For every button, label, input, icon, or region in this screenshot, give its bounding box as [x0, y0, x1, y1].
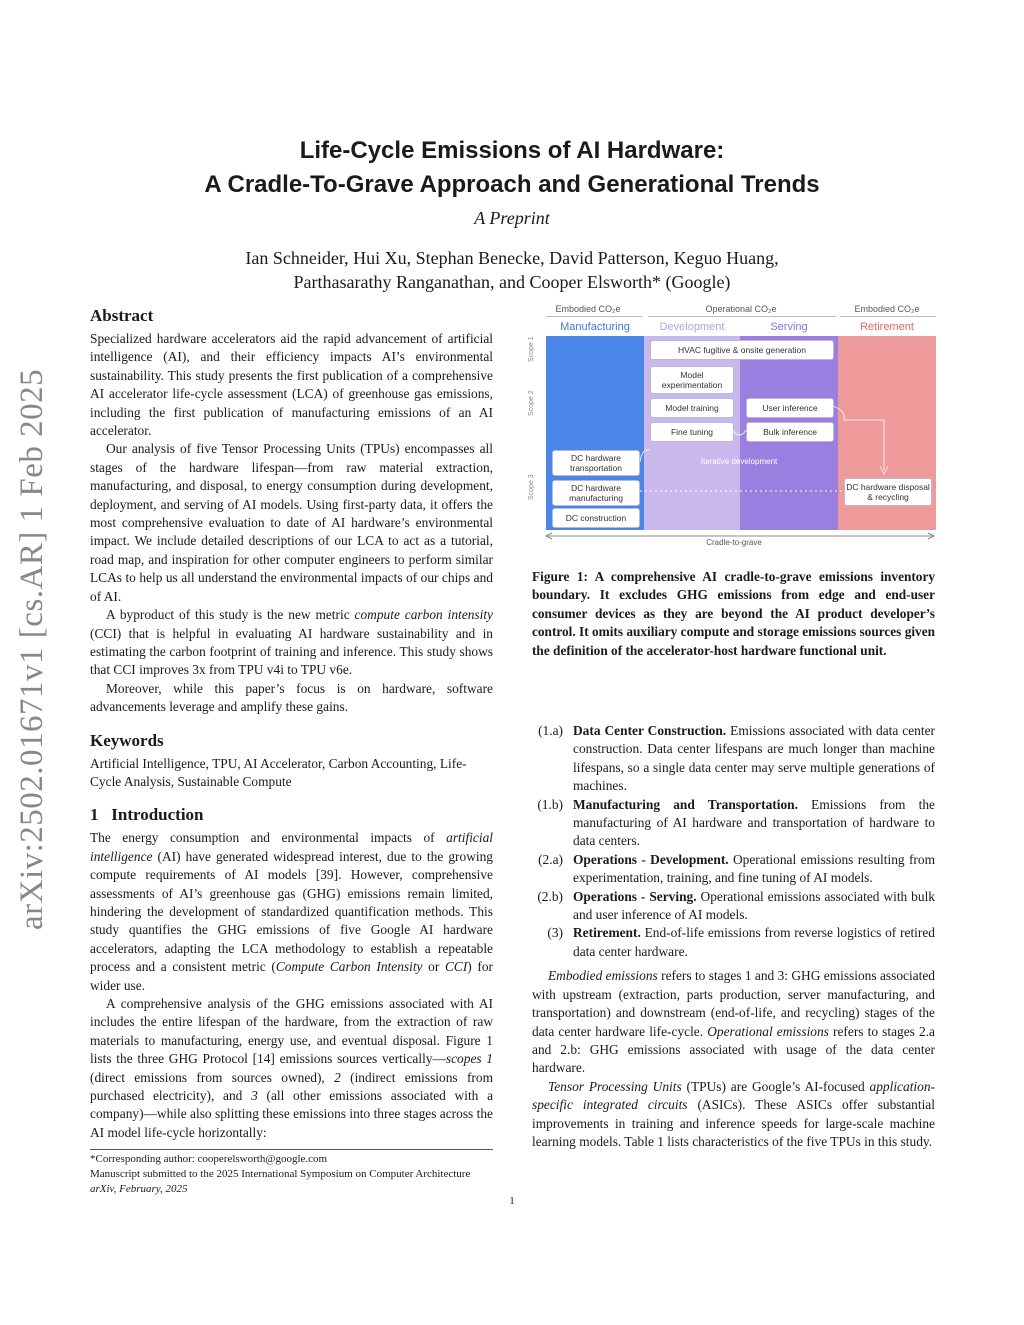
scope3-label: Scope 3 [528, 474, 535, 500]
stage-text: Operational emissions associated with bulk and user inference of AI models. [573, 888, 935, 923]
model-training-box: Model training [650, 398, 734, 418]
figure-1-caption: Figure 1: A comprehensive AI cradle-to-grave emissions inventory boundary. It excludes GHG emissions from edge and end-user consumer devices as they are beyond the AI product developer’s control. It omits auxiliary compute and storage emissions sources given the definition of the accelerator-host hardware functional unit. [532, 569, 935, 658]
tpu-paragraph: Tensor Processing Units (TPUs) are Google’s AI-focused application-specific integrated circuits (ASICs). These ASICs offer substantial improvements in training and inference speeds for large-scale machine learning models. Table 1 lists characteristics of the five TPUs in this study. [532, 1078, 935, 1149]
intro-p1: The energy consumption and environmental impacts of artificial intelligence (AI) have generated widespread interest, due to the growing compute requirements of AI models [39]. However, comprehensive assessments of AI’s greenhouse gas (GHG) emissions remain limited, hindering the development of standardized quantification methods. This study quantifies the GHG emissions of five Google AI hardware accelerators, adapting the LCA methodology to establish a repeatable process and a consistent metric (Compute Carbon Intensity or CCI) for wider use. [90, 830, 493, 993]
hvac-box: HVAC fugitive & onsite generation [650, 340, 834, 360]
stage-development-label: Development [659, 321, 725, 333]
dc-transport-box: DC hardware transportation [552, 450, 640, 476]
stage-title: Manufacturing and Transportation. [573, 796, 798, 812]
arxiv-stamp: arXiv:2502.01671v1 [cs.AR] 1 Feb 2025 [14, 368, 50, 930]
stage-item [532, 888, 935, 925]
scope1-label: Scope 1 [528, 336, 535, 362]
keywords-text: Artificial Intelligence, TPU, AI Accelerator, Carbon Accounting, Life-Cycle Analysis, Sustainable Compute [90, 755, 467, 789]
stage-serving-label: Serving [770, 321, 808, 333]
footnotes [90, 1152, 500, 1197]
stage-label: (2.b) [537, 888, 563, 904]
right-column [532, 722, 935, 1151]
preprint-label: A Preprint [474, 208, 550, 228]
stage-label: (2.a) [538, 851, 563, 867]
fine-tuning-box: Fine tuning [650, 422, 734, 442]
stage-item [532, 851, 935, 888]
figure-connectors [532, 300, 936, 550]
abstract-heading: Abstract [90, 306, 154, 325]
iterative-development-label: Iterative development [700, 457, 778, 466]
abstract-p2: Our analysis of five Tensor Processing Units (TPUs) encompasses all stages of the hardware lifespan—from raw material extraction, manufacturing, and disposal, to energy consumption during development, deployment, and serving of AI models. Using first-party data, it offers the most comprehensive evaluation to date of AI hardware’s environmental impact. We include detailed descriptions of our LCA to act as a tutorial, road map, and inspiration for other computer engineers to perform similar LCAs to help us all understand the environmental impacts of our chips and of AI. [90, 441, 493, 604]
header-embodied-left: Embodied CO₂e [555, 304, 621, 314]
iterative-loop-line [640, 406, 884, 470]
dc-manufacturing-box: DC hardware manufacturing [552, 480, 640, 506]
stage-text: End-of-life emissions from reverse logistics of retired data center hardware. [573, 925, 935, 959]
abstract-p3: A byproduct of this study is the new metric compute carbon intensity (CCI) that is helpful in evaluating AI hardware sustainability and in estimating the carbon footprint of training and inference. This study shows that CCI improves 3x from TPU v4i to TPU v6e. [90, 607, 493, 678]
header-operational: Operational CO₂e [705, 304, 777, 314]
intro-p2: A comprehensive analysis of the GHG emissions associated with AI includes the entire lifespan of the hardware, from the extraction of raw materials to manufacturing, energy use, and eventual disposal. Figure 1 lists the three GHG Protocol [14] emissions sources vertically—scopes 1 (direct emissions from sources owned), 2 (indirect emissions from purchased electricity), and 3 (all other emissions associated with a company)—while also splitting these emissions into three stages across the AI model life-cycle horizontally: [90, 996, 494, 1140]
stage-item [532, 796, 935, 851]
authors-line1: Ian Schneider, Hui Xu, Stephan Benecke, David Patterson, Keguo Huang, [245, 248, 779, 268]
abstract-body [90, 330, 493, 717]
left-column [90, 306, 493, 1142]
stage-text: Emissions from the manufacturing of AI hardware and transportation of hardware to data centers. [573, 796, 935, 849]
footnote-manuscript: Manuscript submitted to the 2025 International Symposium on Computer Architecture [90, 1168, 471, 1180]
user-inference-box: User inference [746, 398, 834, 418]
stage-label: (1.b) [537, 796, 563, 812]
authors-line2: Parthasarathy Ranganathan, and Cooper Elsworth* (Google) [293, 272, 731, 292]
right-body [532, 967, 935, 1151]
figure-1-diagram [528, 300, 936, 550]
footnote-corresponding: *Corresponding author: cooperelsworth@google.com [90, 1153, 328, 1165]
stage-text: Operational emissions resulting from experimentation, training, and fine tuning of AI models. [573, 851, 936, 886]
paper-title-line2: A Cradle-To-Grave Approach and Generational Trends [204, 171, 820, 198]
intro-body [90, 829, 493, 1142]
cradle-to-grave-label: Cradle-to-grave [706, 538, 762, 547]
abstract-p1: Specialized hardware accelerators aid the rapid advancement of artificial intelligence (AI), and their efficiency impacts AI’s environmental sustainability. This study presents the first publication of a comprehensive AI accelerator life-cycle assessment (LCA) of greenhouse gas emissions, including the first publication of manufacturing emissions of an AI accelerator. [90, 331, 493, 439]
stage-item [532, 722, 935, 796]
stage-retirement-label: Retirement [860, 321, 914, 333]
stage-label: (1.a) [538, 723, 563, 738]
footnote-rule [90, 1149, 493, 1150]
page-number: 1 [509, 1195, 515, 1207]
stage-item [532, 924, 935, 961]
header-embodied-right: Embodied CO₂e [854, 304, 920, 314]
dc-construction-box: DC construction [552, 508, 640, 528]
intro-heading: 1 Introduction [90, 805, 204, 825]
stage-label: (3) [547, 925, 563, 941]
stage-title: Retirement. [573, 925, 641, 941]
stage-title: Operations - Development. [573, 851, 729, 867]
dc-disposal-box: DC hardware disposal & recycling [844, 478, 932, 506]
bulk-inference-box: Bulk inference [746, 422, 834, 442]
scope2-label: Scope 2 [528, 390, 535, 416]
stage-title: Data Center Construction. [573, 723, 727, 738]
stage-manufacturing-label: Manufacturing [560, 321, 630, 333]
keywords-heading: Keywords [90, 730, 164, 750]
footnote-venue: arXiv, February, 2025 [90, 1183, 188, 1195]
stage-title: Operations - Serving. [573, 888, 697, 904]
embodied-paragraph: Embodied emissions refers to stages 1 and 3: GHG emissions associated with upstream (extraction, parts production, server manufacturing, and transportation) and downstream (end-of-life, and recycling) stages of the data center hardware life-cycle. Operational emissions refers to stages 2.a and 2.b: GHG emissions associated with usage of the data center hardware. [532, 968, 935, 1076]
paper-title-line1: Life-Cycle Emissions of AI Hardware: [299, 137, 725, 164]
stage-text: Emissions associated with data center construction. Data center lifespans are much longer than machine lifespans, so a single data center may serve multiple generations of machines. [573, 723, 935, 794]
abstract-p4: Moreover, while this paper’s focus is on hardware, software advancements leverage and amplify these gains. [90, 680, 493, 715]
stage-list [532, 722, 935, 961]
model-experimentation-box: Model experimentation [650, 366, 734, 394]
